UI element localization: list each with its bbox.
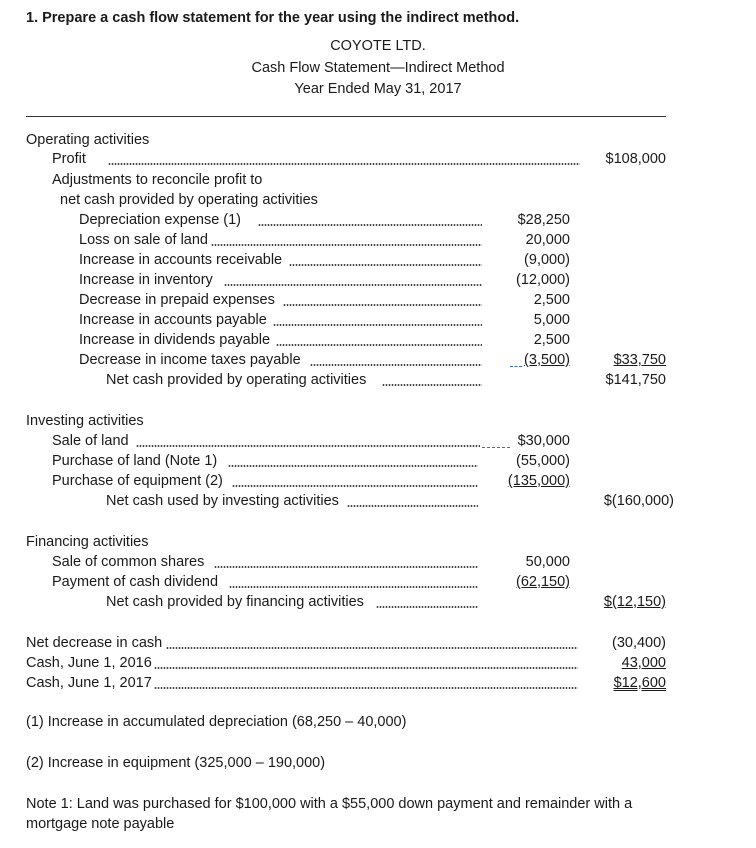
summary-row bbox=[0, 653, 756, 673]
item-label: Sale of common shares bbox=[52, 554, 205, 570]
investing-item bbox=[0, 451, 756, 471]
summary-label: Cash, June 1, 2017 bbox=[26, 675, 152, 691]
operating-item bbox=[0, 230, 756, 250]
adjustments-total: $33,750 bbox=[613, 352, 666, 368]
operating-item bbox=[0, 310, 756, 330]
item-value: 5,000 bbox=[533, 312, 570, 328]
adjustments-text: net cash provided by operating activities bbox=[60, 192, 318, 208]
item-value: (62,150) bbox=[515, 574, 570, 590]
net-label: Net cash provided by financing activities bbox=[106, 594, 364, 610]
investing-item bbox=[0, 431, 756, 451]
financing-item bbox=[0, 552, 756, 572]
leader-dots bbox=[154, 687, 578, 689]
leader-dots bbox=[232, 485, 478, 487]
net-value: $(12,150) bbox=[603, 594, 666, 610]
leader-dots bbox=[214, 566, 478, 568]
item-label: Loss on sale of land bbox=[79, 232, 208, 248]
leader-dots bbox=[310, 364, 482, 366]
company-name: COYOTE LTD. bbox=[330, 38, 426, 54]
leader-dots bbox=[136, 445, 480, 447]
leader-dots bbox=[382, 384, 482, 386]
leader-dots bbox=[273, 324, 482, 326]
header-divider bbox=[26, 116, 666, 117]
item-label: Decrease in prepaid expenses bbox=[79, 292, 275, 308]
item-value: (3,500) bbox=[524, 352, 570, 368]
leader-dots bbox=[166, 647, 578, 649]
operating-heading bbox=[26, 130, 726, 150]
item-value: 50,000 bbox=[525, 554, 570, 570]
profit-row bbox=[0, 149, 756, 169]
investing-net-row bbox=[0, 491, 756, 511]
statement-title: Cash Flow Statement—Indirect Method bbox=[251, 60, 505, 76]
summary-label: Net decrease in cash bbox=[26, 635, 163, 651]
leader-dots bbox=[228, 465, 478, 467]
leader-dots bbox=[376, 606, 478, 608]
operating-item bbox=[0, 330, 756, 350]
item-label: Increase in inventory bbox=[79, 272, 213, 288]
operating-item bbox=[0, 290, 756, 310]
summary-label: Cash, June 1, 2016 bbox=[26, 655, 152, 671]
item-label: Increase in accounts receivable bbox=[79, 252, 283, 268]
adjustments-text: Adjustments to reconcile profit to bbox=[52, 172, 263, 188]
profit-label: Profit bbox=[52, 151, 86, 167]
note-1-line-1: Note 1: Land was purchased for $100,000 with a $55,000 down payment and remainder with a bbox=[26, 796, 633, 812]
item-label: Purchase of equipment (2) bbox=[52, 473, 223, 489]
leader-dots bbox=[154, 667, 578, 669]
leader-dots bbox=[211, 244, 482, 246]
item-label: Depreciation expense (1) bbox=[79, 212, 242, 228]
item-value: (12,000) bbox=[515, 272, 570, 288]
item-label: Payment of cash dividend bbox=[52, 574, 219, 590]
summary-row bbox=[0, 633, 756, 653]
profit-value: $108,000 bbox=[605, 151, 666, 167]
leader-dots bbox=[229, 586, 478, 588]
item-value: 20,000 bbox=[525, 232, 570, 248]
leader-dots bbox=[276, 344, 482, 346]
item-value: $28,250 bbox=[517, 212, 570, 228]
question-heading: 1. Prepare a cash flow statement for the year using the indirect method. bbox=[26, 10, 520, 26]
summary-value: $12,600 bbox=[613, 675, 666, 691]
section-heading: Investing activities bbox=[26, 413, 144, 429]
item-value: 2,500 bbox=[533, 332, 570, 348]
summary-value: (30,400) bbox=[611, 635, 666, 651]
operating-item bbox=[0, 270, 756, 290]
item-value: (9,000) bbox=[524, 252, 570, 268]
item-value: (135,000) bbox=[507, 473, 570, 489]
item-value: $30,000 bbox=[517, 433, 570, 449]
financing-item bbox=[0, 572, 756, 592]
investing-item bbox=[0, 471, 756, 491]
leader-dots bbox=[289, 264, 482, 266]
statement-period: Year Ended May 31, 2017 bbox=[294, 81, 462, 97]
leader-dots bbox=[283, 304, 482, 306]
summary-value: 43,000 bbox=[621, 655, 666, 671]
leader-dots bbox=[347, 505, 478, 507]
operating-item bbox=[0, 250, 756, 270]
net-label: Net cash used by investing activities bbox=[106, 493, 339, 509]
financing-net-row bbox=[0, 592, 756, 612]
net-label: Net cash provided by operating activities bbox=[106, 372, 367, 388]
leader-dots bbox=[224, 284, 482, 286]
net-value: $(160,000) bbox=[603, 493, 674, 509]
section-heading: Financing activities bbox=[26, 534, 149, 550]
item-label: Increase in accounts payable bbox=[79, 312, 267, 328]
leader-dots bbox=[258, 224, 482, 226]
item-label: Purchase of land (Note 1) bbox=[52, 453, 218, 469]
footnote-1: (1) Increase in accumulated depreciation (68,250 – 40,000) bbox=[26, 714, 407, 730]
operating-net-row bbox=[0, 370, 756, 390]
operating-item bbox=[0, 350, 756, 370]
operating-item bbox=[0, 210, 756, 230]
item-label: Increase in dividends payable bbox=[79, 332, 271, 348]
section-heading: Operating activities bbox=[26, 132, 150, 148]
item-label: Decrease in income taxes payable bbox=[79, 352, 301, 368]
item-value: (55,000) bbox=[515, 453, 570, 469]
footnote-2: (2) Increase in equipment (325,000 – 190,000) bbox=[26, 755, 326, 771]
leader-dots bbox=[108, 163, 580, 165]
item-value: 2,500 bbox=[533, 292, 570, 308]
net-value: $141,750 bbox=[605, 372, 666, 388]
item-label: Sale of land bbox=[52, 433, 129, 449]
summary-row bbox=[0, 673, 756, 693]
note-1-line-2: mortgage note payable bbox=[26, 816, 175, 832]
